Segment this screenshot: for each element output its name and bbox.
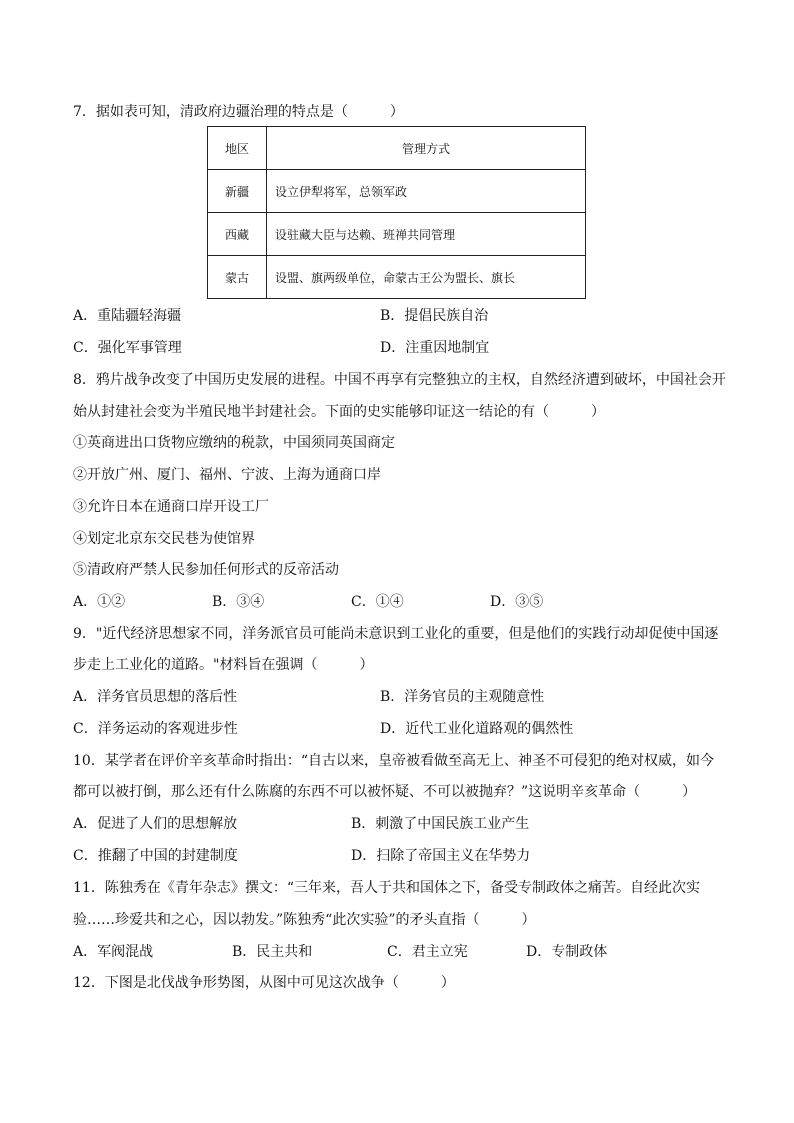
q10-option-d: D．扫除了帝国主义在华势力: [351, 848, 531, 864]
table-header-row: [208, 127, 586, 170]
q10-option-a: A．促进了人们的思想解放: [73, 816, 238, 832]
q7-table: [207, 126, 586, 299]
table-cell-method: 设立伊犁将军，总领军政: [267, 170, 586, 213]
q10-option-c: C．推翻了中国的封建制度: [73, 848, 238, 864]
table-cell-region: 新疆: [208, 170, 267, 213]
q8-option-d: D．③⑤: [490, 594, 544, 610]
table-row: [208, 256, 586, 299]
q7-option-b: B．提倡民族自治: [380, 308, 489, 324]
q7-stem: 7．据如表可知，清政府边疆治理的特点是（ ）: [73, 104, 404, 120]
q9-option-d: D．近代工业化道路观的偶然性: [380, 721, 574, 737]
q10-stem-line-1: 10．某学者在评价辛亥革命时指出：“自古以来，皇帝被看做至高无上、神圣不可侵犯的绝对权威，如今: [73, 753, 714, 769]
q10-stem-line-2: 都可以被打倒，那么还有什么陈腐的东西不可以被怀疑、不可以被抛弃？”这说明辛亥革命（ ）: [73, 784, 697, 800]
table-cell-method: 设驻藏大臣与达赖、班禅共同管理: [267, 213, 586, 256]
table-header-region: 地区: [208, 127, 267, 170]
q11-option-a: A．军阀混战: [73, 944, 154, 960]
q11-stem-line-1: 11．陈独秀在《青年杂志》撰文：“三年来，吾人于共和国体之下，备受专制政体之痛苦。自经此次实: [73, 880, 700, 896]
q8-option-b: B．③④: [212, 594, 265, 610]
table-cell-region: 蒙古: [208, 256, 267, 299]
q8-option-a: A．①②: [73, 594, 126, 610]
q8-stem-line-1: 8．鸦片战争改变了中国历史发展的进程。中国不再享有完整独立的主权，自然经济遭到破坏，中国社会开: [73, 372, 726, 388]
q9-option-a: A．洋务官员思想的落后性: [73, 689, 238, 705]
q8-item-2: ②开放广州、厦门、福州、宁波、上海为通商口岸: [73, 467, 381, 483]
q9-option-c: C．洋务运动的客观进步性: [73, 721, 238, 737]
q7-option-a: A．重陆疆轻海疆: [73, 308, 182, 324]
q7-option-c: C．强化军事管理: [73, 340, 182, 356]
q11-option-b: B．民主共和: [232, 944, 313, 960]
table-row: [208, 170, 586, 213]
q8-item-1: ①英商进出口货物应缴纳的税款，中国须同英国商定: [73, 435, 395, 451]
q8-item-4: ④划定北京东交民巷为使馆界: [73, 531, 255, 547]
q8-option-c: C．①④: [351, 594, 404, 610]
table-cell-region: 西藏: [208, 213, 267, 256]
q11-stem-line-2: 验……珍爱共和之心，因以勃发。”陈独秀“此次实验”的矛头直指（ ）: [73, 912, 536, 928]
q8-stem-line-2: 始从封建社会变为半殖民地半封建社会。下面的史实能够印证这一结论的有（ ）: [73, 404, 605, 420]
q9-stem-line-2: 步走上工业化的道路。"材料旨在强调（ ）: [73, 657, 374, 673]
q10-option-b: B．刺激了中国民族工业产生: [351, 816, 530, 832]
q12-stem: 12．下图是北伐战争形势图，从图中可见这次战争（ ）: [73, 975, 455, 991]
table-cell-method: 设盟、旗两级单位，命蒙古王公为盟长、旗长: [267, 256, 586, 299]
q11-option-c: C．君主立宪: [387, 944, 468, 960]
q7-option-d: D．注重因地制宜: [380, 340, 490, 356]
q9-option-b: B．洋务官员的主观随意性: [380, 689, 545, 705]
table-header-method: 管理方式: [267, 127, 586, 170]
table-row: [208, 213, 586, 256]
q9-stem-line-1: 9．"近代经济思想家不同，洋务派官员可能尚未意识到工业化的重要，但是他们的实践行动却促使中国逐: [73, 626, 719, 642]
q8-item-3: ③允许日本在通商口岸开设工厂: [73, 499, 269, 515]
q11-option-d: D．专制政体: [526, 944, 608, 960]
q8-item-5: ⑤清政府严禁人民参加任何形式的反帝活动: [73, 562, 339, 578]
